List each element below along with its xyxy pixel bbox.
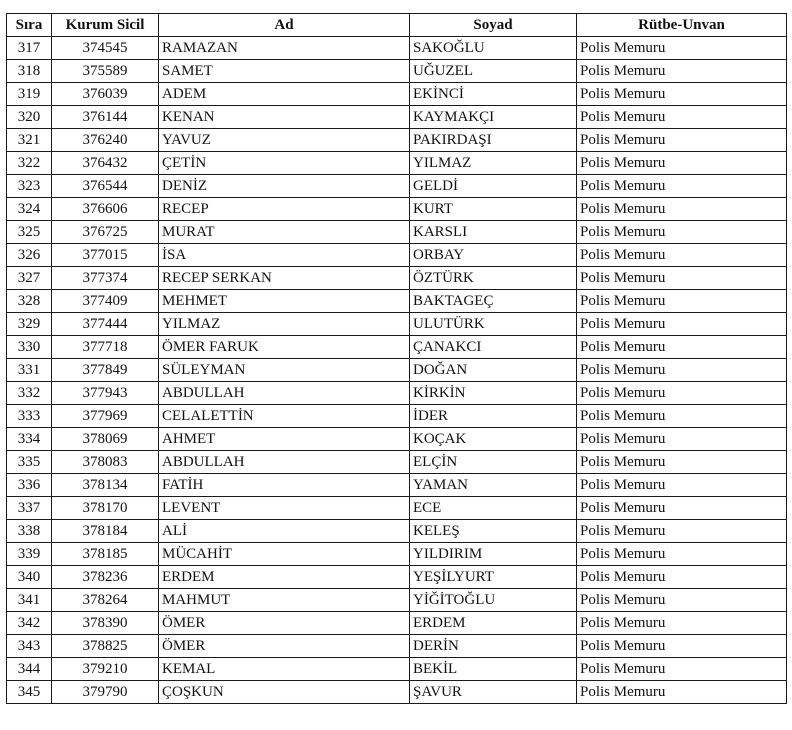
table-row — [7, 244, 787, 267]
table-row — [7, 336, 787, 359]
cell-kurum-sicil: 378170 — [52, 497, 159, 520]
cell-kurum-sicil: 378083 — [52, 451, 159, 474]
cell-sira: 335 — [7, 451, 52, 474]
cell-sira: 342 — [7, 612, 52, 635]
cell-soyad: BAKTAGEÇ — [410, 290, 577, 313]
cell-soyad: YAMAN — [410, 474, 577, 497]
cell-kurum-sicil: 379210 — [52, 658, 159, 681]
cell-kurum-sicil: 378825 — [52, 635, 159, 658]
table-row — [7, 106, 787, 129]
cell-rutbe-unvan: Polis Memuru — [577, 244, 787, 267]
header-rutbe-unvan: Rütbe-Unvan — [577, 14, 787, 37]
table-row — [7, 198, 787, 221]
table-row — [7, 428, 787, 451]
cell-rutbe-unvan: Polis Memuru — [577, 359, 787, 382]
cell-kurum-sicil: 377969 — [52, 405, 159, 428]
cell-soyad: YILMAZ — [410, 152, 577, 175]
table-row — [7, 543, 787, 566]
cell-ad: LEVENT — [159, 497, 410, 520]
table-row — [7, 290, 787, 313]
cell-kurum-sicil: 376240 — [52, 129, 159, 152]
cell-rutbe-unvan: Polis Memuru — [577, 37, 787, 60]
cell-rutbe-unvan: Polis Memuru — [577, 106, 787, 129]
cell-sira: 320 — [7, 106, 52, 129]
cell-soyad: KARSLI — [410, 221, 577, 244]
cell-rutbe-unvan: Polis Memuru — [577, 336, 787, 359]
cell-soyad: İDER — [410, 405, 577, 428]
cell-kurum-sicil: 376725 — [52, 221, 159, 244]
cell-soyad: KAYMAKÇI — [410, 106, 577, 129]
cell-soyad: ŞAVUR — [410, 681, 577, 704]
table-row — [7, 221, 787, 244]
cell-sira: 321 — [7, 129, 52, 152]
cell-soyad: YEŞİLYURT — [410, 566, 577, 589]
cell-rutbe-unvan: Polis Memuru — [577, 129, 787, 152]
cell-soyad: KELEŞ — [410, 520, 577, 543]
personnel-table — [6, 13, 787, 704]
cell-soyad: KURT — [410, 198, 577, 221]
cell-kurum-sicil: 378185 — [52, 543, 159, 566]
table-row — [7, 497, 787, 520]
cell-rutbe-unvan: Polis Memuru — [577, 566, 787, 589]
table-row — [7, 37, 787, 60]
cell-rutbe-unvan: Polis Memuru — [577, 681, 787, 704]
cell-soyad: ULUTÜRK — [410, 313, 577, 336]
cell-rutbe-unvan: Polis Memuru — [577, 474, 787, 497]
cell-sira: 319 — [7, 83, 52, 106]
cell-kurum-sicil: 378264 — [52, 589, 159, 612]
header-row — [7, 14, 787, 37]
cell-sira: 329 — [7, 313, 52, 336]
cell-sira: 326 — [7, 244, 52, 267]
cell-rutbe-unvan: Polis Memuru — [577, 198, 787, 221]
cell-sira: 328 — [7, 290, 52, 313]
table-row — [7, 681, 787, 704]
cell-rutbe-unvan: Polis Memuru — [577, 428, 787, 451]
cell-soyad: BEKİL — [410, 658, 577, 681]
table-row — [7, 635, 787, 658]
cell-rutbe-unvan: Polis Memuru — [577, 589, 787, 612]
cell-kurum-sicil: 376144 — [52, 106, 159, 129]
cell-kurum-sicil: 376432 — [52, 152, 159, 175]
table-header — [7, 14, 787, 37]
cell-kurum-sicil: 378184 — [52, 520, 159, 543]
cell-ad: SÜLEYMAN — [159, 359, 410, 382]
cell-kurum-sicil: 377444 — [52, 313, 159, 336]
cell-rutbe-unvan: Polis Memuru — [577, 290, 787, 313]
table-row — [7, 589, 787, 612]
cell-sira: 337 — [7, 497, 52, 520]
cell-soyad: DOĞAN — [410, 359, 577, 382]
cell-kurum-sicil: 378390 — [52, 612, 159, 635]
cell-ad: ÇETİN — [159, 152, 410, 175]
cell-ad: ABDULLAH — [159, 382, 410, 405]
cell-ad: DENİZ — [159, 175, 410, 198]
cell-ad: ÖMER — [159, 612, 410, 635]
cell-ad: FATİH — [159, 474, 410, 497]
cell-soyad: EKİNCİ — [410, 83, 577, 106]
cell-rutbe-unvan: Polis Memuru — [577, 175, 787, 198]
cell-ad: ABDULLAH — [159, 451, 410, 474]
cell-ad: YILMAZ — [159, 313, 410, 336]
cell-ad: MURAT — [159, 221, 410, 244]
cell-ad: KENAN — [159, 106, 410, 129]
cell-rutbe-unvan: Polis Memuru — [577, 520, 787, 543]
cell-sira: 322 — [7, 152, 52, 175]
cell-ad: MEHMET — [159, 290, 410, 313]
cell-sira: 332 — [7, 382, 52, 405]
cell-ad: ERDEM — [159, 566, 410, 589]
header-ad: Ad — [159, 14, 410, 37]
table-row — [7, 612, 787, 635]
cell-ad: RAMAZAN — [159, 37, 410, 60]
cell-kurum-sicil: 375589 — [52, 60, 159, 83]
cell-sira: 334 — [7, 428, 52, 451]
cell-sira: 325 — [7, 221, 52, 244]
cell-ad: İSA — [159, 244, 410, 267]
cell-soyad: GELDİ — [410, 175, 577, 198]
cell-rutbe-unvan: Polis Memuru — [577, 612, 787, 635]
header-sira: Sıra — [7, 14, 52, 37]
table-row — [7, 520, 787, 543]
cell-kurum-sicil: 378236 — [52, 566, 159, 589]
cell-rutbe-unvan: Polis Memuru — [577, 543, 787, 566]
cell-rutbe-unvan: Polis Memuru — [577, 60, 787, 83]
cell-rutbe-unvan: Polis Memuru — [577, 635, 787, 658]
cell-ad: ALİ — [159, 520, 410, 543]
cell-kurum-sicil: 378134 — [52, 474, 159, 497]
cell-sira: 327 — [7, 267, 52, 290]
cell-soyad: YİĞİTOĞLU — [410, 589, 577, 612]
cell-soyad: YILDIRIM — [410, 543, 577, 566]
cell-kurum-sicil: 376039 — [52, 83, 159, 106]
cell-sira: 343 — [7, 635, 52, 658]
cell-sira: 344 — [7, 658, 52, 681]
cell-sira: 331 — [7, 359, 52, 382]
cell-ad: AHMET — [159, 428, 410, 451]
cell-soyad: ÖZTÜRK — [410, 267, 577, 290]
cell-ad: ADEM — [159, 83, 410, 106]
cell-ad: KEMAL — [159, 658, 410, 681]
table-body — [7, 37, 787, 704]
cell-soyad: PAKIRDAŞI — [410, 129, 577, 152]
cell-soyad: ERDEM — [410, 612, 577, 635]
cell-ad: RECEP SERKAN — [159, 267, 410, 290]
table-row — [7, 451, 787, 474]
cell-rutbe-unvan: Polis Memuru — [577, 221, 787, 244]
cell-ad: ÖMER FARUK — [159, 336, 410, 359]
table-row — [7, 359, 787, 382]
cell-rutbe-unvan: Polis Memuru — [577, 152, 787, 175]
cell-sira: 333 — [7, 405, 52, 428]
table-row — [7, 175, 787, 198]
cell-kurum-sicil: 379790 — [52, 681, 159, 704]
cell-sira: 341 — [7, 589, 52, 612]
cell-sira: 330 — [7, 336, 52, 359]
header-soyad: Soyad — [410, 14, 577, 37]
cell-soyad: DERİN — [410, 635, 577, 658]
cell-soyad: KİRKİN — [410, 382, 577, 405]
cell-kurum-sicil: 376544 — [52, 175, 159, 198]
cell-rutbe-unvan: Polis Memuru — [577, 405, 787, 428]
table-row — [7, 313, 787, 336]
cell-ad: MAHMUT — [159, 589, 410, 612]
cell-sira: 336 — [7, 474, 52, 497]
cell-sira: 324 — [7, 198, 52, 221]
cell-kurum-sicil: 377718 — [52, 336, 159, 359]
table-row — [7, 152, 787, 175]
cell-kurum-sicil: 377015 — [52, 244, 159, 267]
cell-kurum-sicil: 374545 — [52, 37, 159, 60]
cell-sira: 323 — [7, 175, 52, 198]
table-row — [7, 129, 787, 152]
cell-soyad: SAKOĞLU — [410, 37, 577, 60]
cell-kurum-sicil: 377409 — [52, 290, 159, 313]
cell-kurum-sicil: 377849 — [52, 359, 159, 382]
table-row — [7, 474, 787, 497]
cell-soyad: UĞUZEL — [410, 60, 577, 83]
table-row — [7, 405, 787, 428]
cell-sira: 345 — [7, 681, 52, 704]
cell-ad: YAVUZ — [159, 129, 410, 152]
roster-sheet — [6, 13, 786, 704]
cell-rutbe-unvan: Polis Memuru — [577, 451, 787, 474]
header-kurum-sicil: Kurum Sicil — [52, 14, 159, 37]
table-row — [7, 83, 787, 106]
cell-sira: 318 — [7, 60, 52, 83]
cell-ad: RECEP — [159, 198, 410, 221]
cell-rutbe-unvan: Polis Memuru — [577, 267, 787, 290]
cell-ad: SAMET — [159, 60, 410, 83]
table-row — [7, 658, 787, 681]
table-row — [7, 382, 787, 405]
cell-ad: ÖMER — [159, 635, 410, 658]
cell-rutbe-unvan: Polis Memuru — [577, 658, 787, 681]
cell-soyad: ECE — [410, 497, 577, 520]
cell-soyad: ÇANAKCI — [410, 336, 577, 359]
cell-sira: 317 — [7, 37, 52, 60]
cell-sira: 339 — [7, 543, 52, 566]
cell-kurum-sicil: 377943 — [52, 382, 159, 405]
cell-sira: 340 — [7, 566, 52, 589]
cell-rutbe-unvan: Polis Memuru — [577, 497, 787, 520]
table-row — [7, 60, 787, 83]
cell-kurum-sicil: 377374 — [52, 267, 159, 290]
cell-soyad: KOÇAK — [410, 428, 577, 451]
cell-soyad: ELÇİN — [410, 451, 577, 474]
cell-rutbe-unvan: Polis Memuru — [577, 83, 787, 106]
table-row — [7, 566, 787, 589]
cell-ad: MÜCAHİT — [159, 543, 410, 566]
cell-sira: 338 — [7, 520, 52, 543]
table-row — [7, 267, 787, 290]
cell-soyad: ORBAY — [410, 244, 577, 267]
cell-rutbe-unvan: Polis Memuru — [577, 382, 787, 405]
cell-rutbe-unvan: Polis Memuru — [577, 313, 787, 336]
cell-kurum-sicil: 376606 — [52, 198, 159, 221]
cell-kurum-sicil: 378069 — [52, 428, 159, 451]
cell-ad: CELALETTİN — [159, 405, 410, 428]
cell-ad: ÇOŞKUN — [159, 681, 410, 704]
